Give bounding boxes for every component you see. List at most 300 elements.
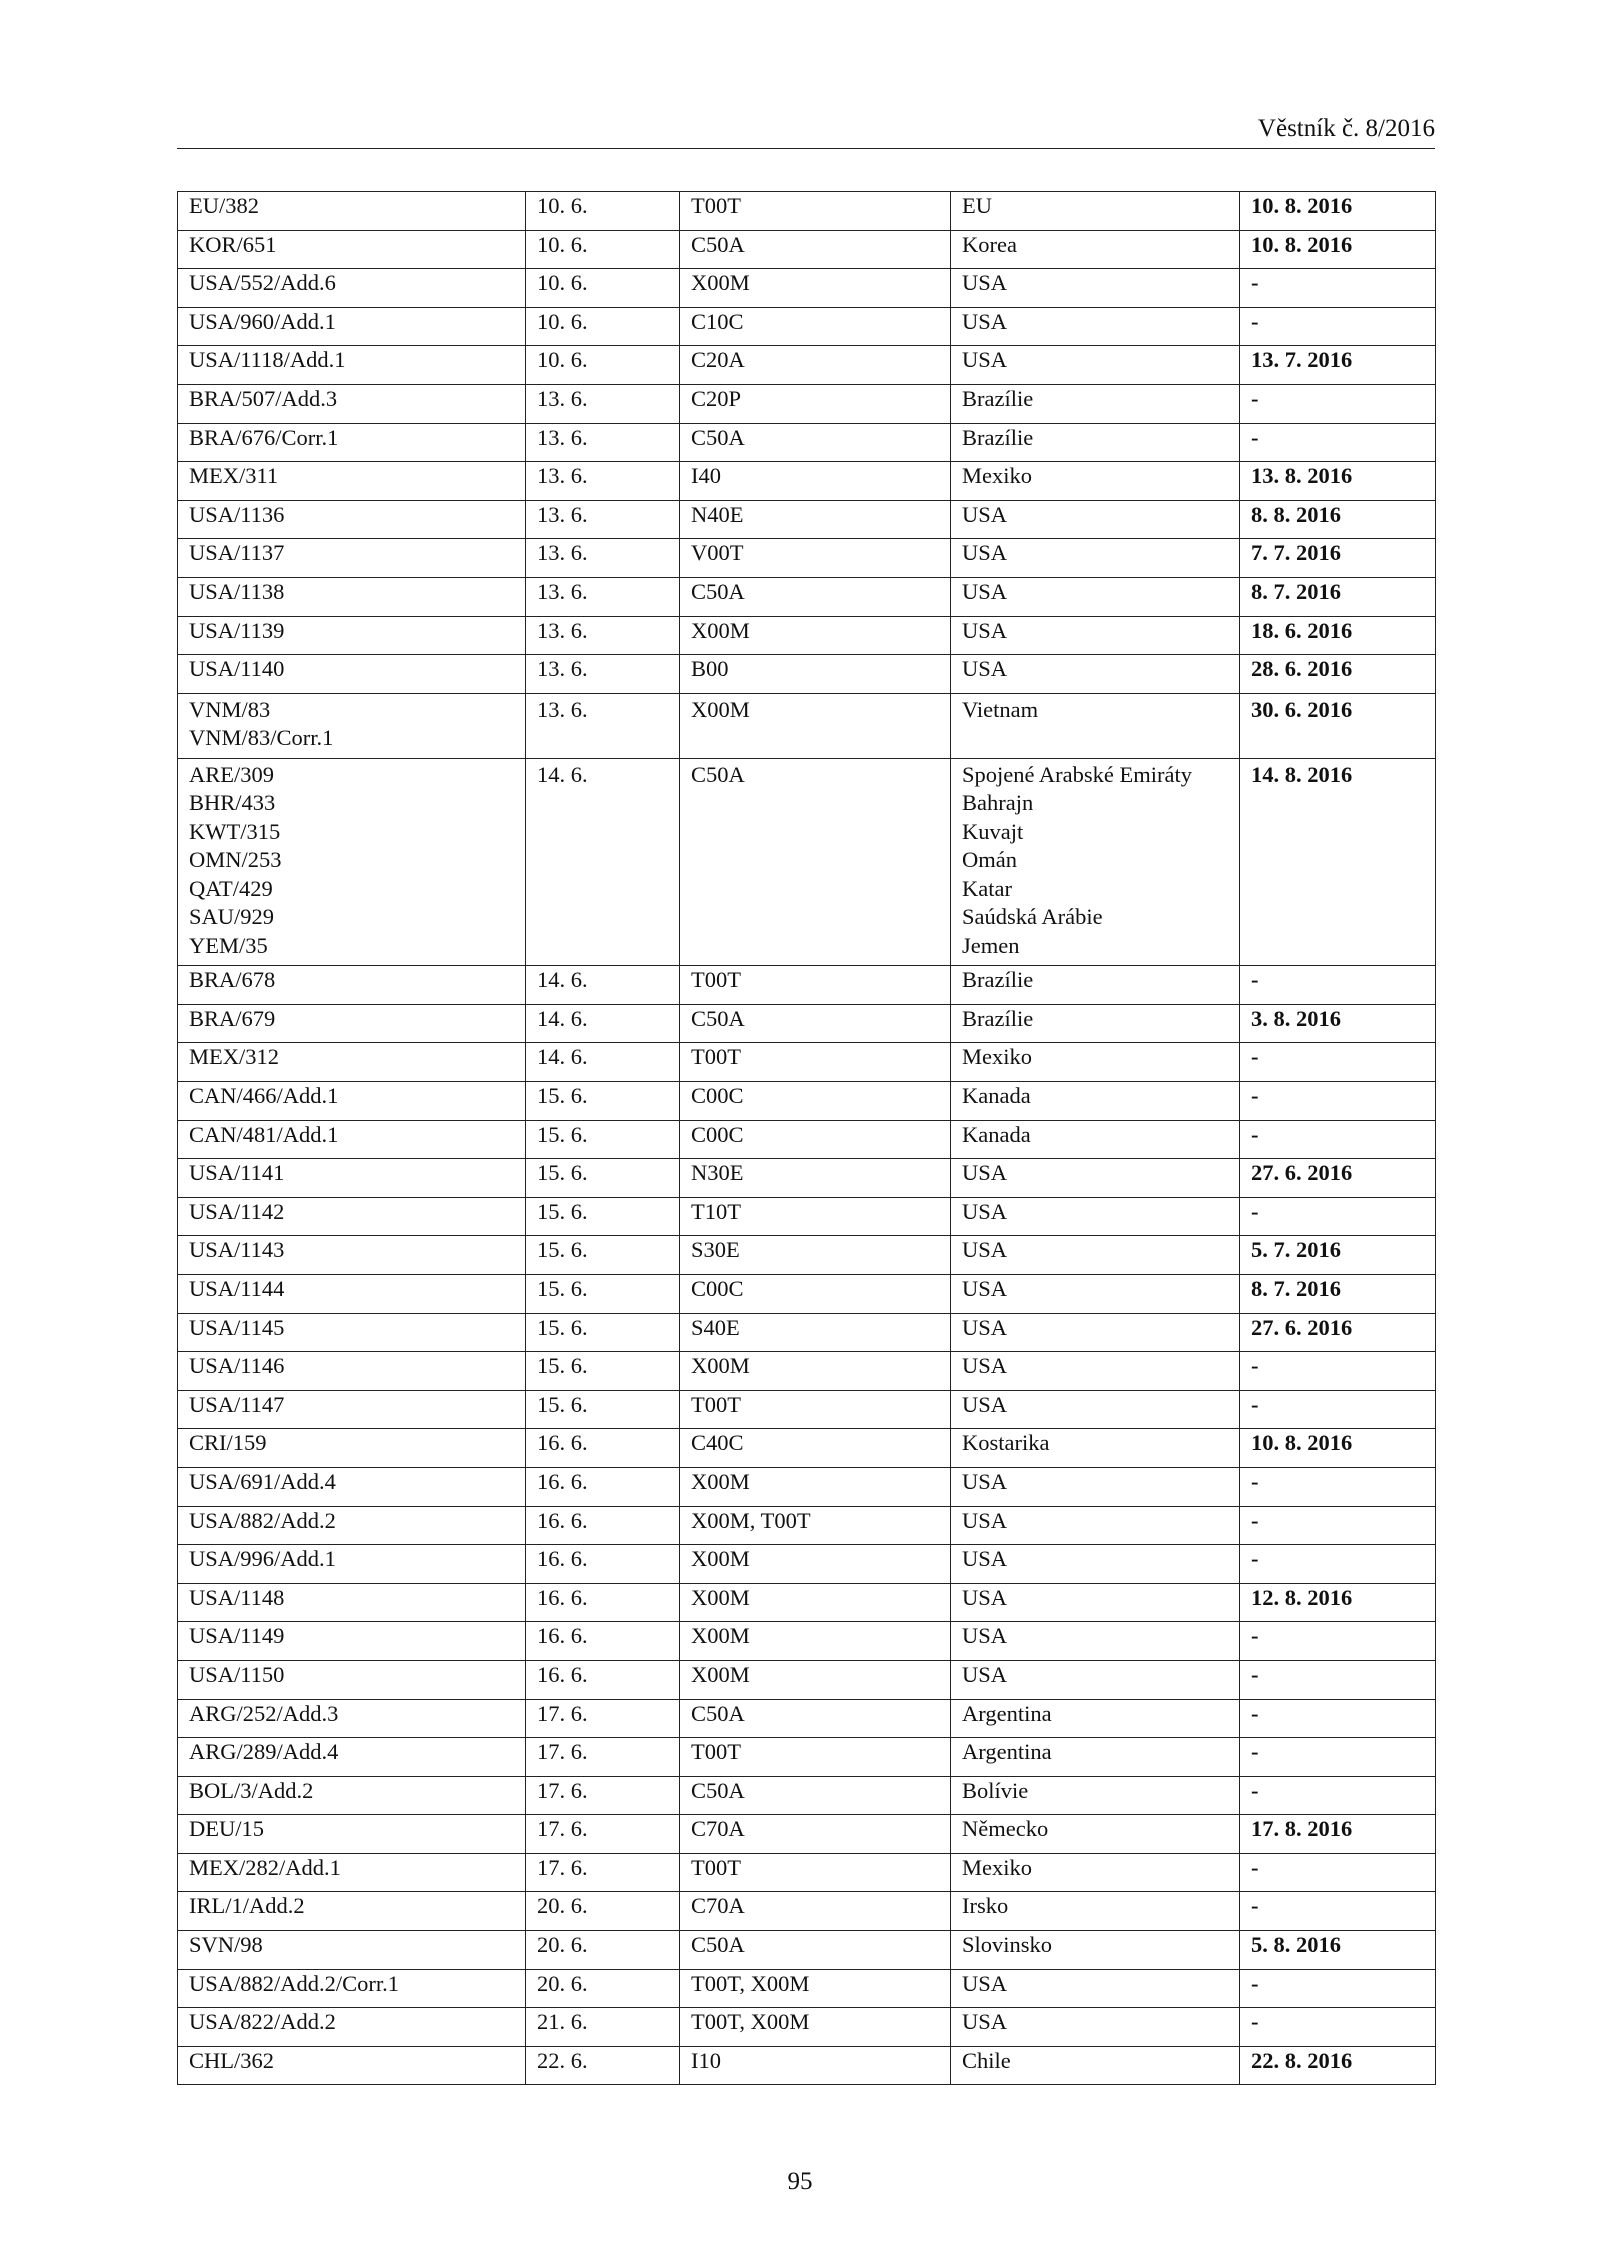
table-row bbox=[178, 192, 1436, 231]
table-row bbox=[178, 346, 1436, 385]
category-cell: T00T bbox=[680, 1390, 951, 1429]
code-cell-line: USA/960/Add.1 bbox=[189, 308, 336, 334]
country-cell bbox=[951, 1197, 1240, 1236]
deadline-cell: - bbox=[1240, 1120, 1436, 1159]
code-cell-line: SVN/98 bbox=[189, 1932, 263, 1958]
category-cell: T10T bbox=[680, 1197, 951, 1236]
code-cell-line: CRI/159 bbox=[189, 1430, 267, 1456]
date-cell: 15. 6. bbox=[526, 1274, 680, 1313]
code-cell-line: IRL/1/Add.2 bbox=[189, 1893, 305, 1919]
date-cell: 10. 6. bbox=[526, 307, 680, 346]
table-row bbox=[178, 384, 1436, 423]
country-cell bbox=[951, 2008, 1240, 2047]
date-cell: 15. 6. bbox=[526, 1236, 680, 1275]
country-cell bbox=[951, 1429, 1240, 1468]
category-cell: X00M bbox=[680, 1583, 951, 1622]
country-cell bbox=[951, 462, 1240, 501]
code-cell bbox=[178, 1660, 526, 1699]
date-cell: 13. 6. bbox=[526, 539, 680, 578]
code-cell bbox=[178, 1815, 526, 1854]
deadline-cell: - bbox=[1240, 384, 1436, 423]
category-cell: S40E bbox=[680, 1313, 951, 1352]
page-header bbox=[177, 112, 1435, 149]
deadline-cell: - bbox=[1240, 1699, 1436, 1738]
country-cell bbox=[951, 539, 1240, 578]
table-row bbox=[178, 2008, 1436, 2047]
deadline-cell: - bbox=[1240, 1197, 1436, 1236]
deadline-cell: - bbox=[1240, 423, 1436, 462]
country-cell bbox=[951, 1159, 1240, 1198]
table-row bbox=[178, 1274, 1436, 1313]
country-cell-line: Brazílie bbox=[962, 385, 1034, 411]
country-cell-line: USA bbox=[962, 656, 1008, 682]
country-cell bbox=[951, 758, 1240, 966]
code-cell bbox=[178, 269, 526, 308]
date-cell: 16. 6. bbox=[526, 1660, 680, 1699]
deadline-cell: 5. 7. 2016 bbox=[1240, 1236, 1436, 1275]
date-cell: 13. 6. bbox=[526, 655, 680, 694]
deadline-cell: - bbox=[1240, 1853, 1436, 1892]
table-row bbox=[178, 1467, 1436, 1506]
deadline-cell: - bbox=[1240, 307, 1436, 346]
deadline-cell: 7. 7. 2016 bbox=[1240, 539, 1436, 578]
code-cell bbox=[178, 307, 526, 346]
country-cell-line: Spojené Arabské Emiráty bbox=[962, 761, 1192, 787]
category-cell: C50A bbox=[680, 230, 951, 269]
code-cell-line: BRA/679 bbox=[189, 1005, 276, 1031]
date-cell: 16. 6. bbox=[526, 1545, 680, 1584]
code-cell bbox=[178, 192, 526, 231]
date-cell: 15. 6. bbox=[526, 1390, 680, 1429]
code-cell-line: USA/882/Add.2 bbox=[189, 1507, 336, 1533]
code-cell bbox=[178, 1120, 526, 1159]
code-cell bbox=[178, 539, 526, 578]
country-cell bbox=[951, 384, 1240, 423]
country-cell bbox=[951, 1660, 1240, 1699]
date-cell: 13. 6. bbox=[526, 500, 680, 539]
country-cell bbox=[951, 1274, 1240, 1313]
date-cell: 17. 6. bbox=[526, 1738, 680, 1777]
country-cell-line: USA bbox=[962, 1970, 1008, 1996]
country-cell bbox=[951, 1931, 1240, 1970]
date-cell: 10. 6. bbox=[526, 192, 680, 231]
table-row bbox=[178, 616, 1436, 655]
code-cell-line: VNM/83 bbox=[189, 696, 271, 722]
table-row bbox=[178, 1583, 1436, 1622]
code-cell bbox=[178, 1931, 526, 1970]
date-cell: 13. 6. bbox=[526, 462, 680, 501]
table-row bbox=[178, 577, 1436, 616]
code-cell-line: USA/691/Add.4 bbox=[189, 1468, 336, 1494]
table-row bbox=[178, 1120, 1436, 1159]
table-row bbox=[178, 1815, 1436, 1854]
code-cell-line: USA/1142 bbox=[189, 1198, 285, 1224]
country-cell-line: Slovinsko bbox=[962, 1932, 1053, 1958]
code-cell bbox=[178, 1738, 526, 1777]
country-cell-line: USA bbox=[962, 1160, 1008, 1186]
category-cell: C50A bbox=[680, 758, 951, 966]
code-cell bbox=[178, 1467, 526, 1506]
table-row bbox=[178, 1931, 1436, 1970]
code-cell bbox=[178, 1583, 526, 1622]
country-cell bbox=[951, 346, 1240, 385]
deadline-cell: 22. 8. 2016 bbox=[1240, 2046, 1436, 2085]
country-cell bbox=[951, 307, 1240, 346]
table-row bbox=[178, 1699, 1436, 1738]
date-cell: 14. 6. bbox=[526, 1043, 680, 1082]
code-cell bbox=[178, 1892, 526, 1931]
code-cell bbox=[178, 616, 526, 655]
code-cell-line: KOR/651 bbox=[189, 231, 277, 257]
date-cell: 15. 6. bbox=[526, 1082, 680, 1121]
code-cell-line: USA/1118/Add.1 bbox=[189, 347, 346, 373]
deadline-cell: 3. 8. 2016 bbox=[1240, 1004, 1436, 1043]
table-row bbox=[178, 966, 1436, 1005]
table-row bbox=[178, 1622, 1436, 1661]
category-cell: N40E bbox=[680, 500, 951, 539]
code-cell-line: USA/1148 bbox=[189, 1584, 285, 1610]
country-cell bbox=[951, 269, 1240, 308]
country-cell bbox=[951, 1043, 1240, 1082]
category-cell: X00M bbox=[680, 1352, 951, 1391]
code-cell bbox=[178, 693, 526, 758]
code-cell-line: EU/382 bbox=[189, 193, 259, 218]
code-cell-line: USA/1149 bbox=[189, 1623, 285, 1649]
table-row bbox=[178, 1352, 1436, 1391]
country-cell-line: Brazílie bbox=[962, 424, 1034, 450]
country-cell-line: Jemen bbox=[962, 932, 1020, 958]
country-cell-line: Kostarika bbox=[962, 1430, 1050, 1456]
country-cell-line: USA bbox=[962, 1314, 1008, 1340]
country-cell-line: USA bbox=[962, 501, 1008, 527]
category-cell: X00M bbox=[680, 1545, 951, 1584]
country-cell-line: Bahrajn bbox=[962, 790, 1034, 816]
code-cell bbox=[178, 1969, 526, 2008]
deadline-cell: 13. 8. 2016 bbox=[1240, 462, 1436, 501]
deadline-cell: - bbox=[1240, 1545, 1436, 1584]
code-cell bbox=[178, 1390, 526, 1429]
deadline-cell: - bbox=[1240, 1622, 1436, 1661]
table-row bbox=[178, 1159, 1436, 1198]
table-row bbox=[178, 500, 1436, 539]
country-cell-line: USA bbox=[962, 1468, 1008, 1494]
country-cell-line: Bolívie bbox=[962, 1777, 1029, 1803]
deadline-cell: 17. 8. 2016 bbox=[1240, 1815, 1436, 1854]
country-cell-line: Argentina bbox=[962, 1739, 1052, 1765]
category-cell: T00T, X00M bbox=[680, 1969, 951, 2008]
country-cell bbox=[951, 577, 1240, 616]
category-cell: C00C bbox=[680, 1120, 951, 1159]
code-cell bbox=[178, 1622, 526, 1661]
table-row bbox=[178, 1390, 1436, 1429]
code-cell-line: MEX/311 bbox=[189, 463, 279, 489]
deadline-cell: 28. 6. 2016 bbox=[1240, 655, 1436, 694]
date-cell: 13. 6. bbox=[526, 577, 680, 616]
code-cell-line: YEM/35 bbox=[189, 932, 268, 958]
category-cell: C20A bbox=[680, 346, 951, 385]
country-cell bbox=[951, 693, 1240, 758]
table-row bbox=[178, 2046, 1436, 2085]
category-cell: X00M bbox=[680, 616, 951, 655]
deadline-cell: 13. 7. 2016 bbox=[1240, 346, 1436, 385]
category-cell: C70A bbox=[680, 1815, 951, 1854]
code-cell-line: USA/1150 bbox=[189, 1661, 285, 1687]
country-cell-line: USA bbox=[962, 1661, 1008, 1687]
table-row bbox=[178, 1236, 1436, 1275]
code-cell bbox=[178, 1236, 526, 1275]
category-cell: T00T, X00M bbox=[680, 2008, 951, 2047]
table-row bbox=[178, 1313, 1436, 1352]
category-cell: C50A bbox=[680, 423, 951, 462]
country-cell bbox=[951, 2046, 1240, 2085]
category-cell: X00M bbox=[680, 269, 951, 308]
code-cell-line: QAT/429 bbox=[189, 875, 273, 901]
country-cell bbox=[951, 1815, 1240, 1854]
country-cell-line: Mexiko bbox=[962, 1854, 1032, 1880]
deadline-cell: - bbox=[1240, 269, 1436, 308]
deadline-cell: 8. 8. 2016 bbox=[1240, 500, 1436, 539]
table-row bbox=[178, 1969, 1436, 2008]
code-cell bbox=[178, 1853, 526, 1892]
category-cell: C50A bbox=[680, 1699, 951, 1738]
country-cell-line: Omán bbox=[962, 847, 1017, 873]
deadline-cell: - bbox=[1240, 1660, 1436, 1699]
code-cell bbox=[178, 1159, 526, 1198]
code-cell bbox=[178, 1082, 526, 1121]
date-cell: 13. 6. bbox=[526, 423, 680, 462]
code-cell-line: USA/1145 bbox=[189, 1314, 285, 1340]
country-cell bbox=[951, 1969, 1240, 2008]
country-cell-line: USA bbox=[962, 1391, 1008, 1417]
table-row bbox=[178, 423, 1436, 462]
code-cell bbox=[178, 655, 526, 694]
table-row bbox=[178, 1545, 1436, 1584]
code-cell-line: CAN/481/Add.1 bbox=[189, 1121, 339, 1147]
code-cell bbox=[178, 1274, 526, 1313]
date-cell: 14. 6. bbox=[526, 758, 680, 966]
country-cell bbox=[951, 500, 1240, 539]
page-number: 95 bbox=[787, 2168, 813, 2195]
code-cell-line: USA/882/Add.2/Corr.1 bbox=[189, 1970, 400, 1996]
date-cell: 16. 6. bbox=[526, 1467, 680, 1506]
date-cell: 20. 6. bbox=[526, 1892, 680, 1931]
country-cell bbox=[951, 1506, 1240, 1545]
deadline-cell: - bbox=[1240, 1467, 1436, 1506]
category-cell: C70A bbox=[680, 1892, 951, 1931]
code-cell-line: USA/1137 bbox=[189, 540, 285, 566]
country-cell bbox=[951, 192, 1240, 231]
deadline-cell: - bbox=[1240, 1390, 1436, 1429]
date-cell: 16. 6. bbox=[526, 1583, 680, 1622]
date-cell: 14. 6. bbox=[526, 966, 680, 1005]
deadline-cell: - bbox=[1240, 966, 1436, 1005]
code-cell-line: USA/552/Add.6 bbox=[189, 270, 336, 296]
code-cell-line: USA/1146 bbox=[189, 1353, 285, 1379]
deadline-cell: - bbox=[1240, 1969, 1436, 2008]
country-cell-line: Mexiko bbox=[962, 1044, 1032, 1070]
code-cell bbox=[178, 346, 526, 385]
code-cell-line: USA/1138 bbox=[189, 578, 285, 604]
deadline-cell: 10. 8. 2016 bbox=[1240, 1429, 1436, 1468]
code-cell bbox=[178, 1506, 526, 1545]
country-cell-line: Kanada bbox=[962, 1121, 1031, 1147]
country-cell bbox=[951, 616, 1240, 655]
category-cell: C00C bbox=[680, 1082, 951, 1121]
country-cell bbox=[951, 1004, 1240, 1043]
category-cell: C50A bbox=[680, 1931, 951, 1970]
deadline-cell: 27. 6. 2016 bbox=[1240, 1313, 1436, 1352]
code-cell-line: USA/1147 bbox=[189, 1391, 285, 1417]
country-cell-line: USA bbox=[962, 308, 1008, 334]
category-cell: N30E bbox=[680, 1159, 951, 1198]
table-row bbox=[178, 1506, 1436, 1545]
country-cell-line: Mexiko bbox=[962, 463, 1032, 489]
country-cell bbox=[951, 1313, 1240, 1352]
date-cell: 16. 6. bbox=[526, 1429, 680, 1468]
code-cell bbox=[178, 230, 526, 269]
country-cell bbox=[951, 1583, 1240, 1622]
category-cell: X00M bbox=[680, 1660, 951, 1699]
category-cell: I40 bbox=[680, 462, 951, 501]
code-cell bbox=[178, 1197, 526, 1236]
category-cell: C50A bbox=[680, 577, 951, 616]
table-row bbox=[178, 1004, 1436, 1043]
deadline-cell: 12. 8. 2016 bbox=[1240, 1583, 1436, 1622]
deadline-cell: 10. 8. 2016 bbox=[1240, 230, 1436, 269]
code-cell-line: USA/1140 bbox=[189, 656, 285, 682]
country-cell bbox=[951, 655, 1240, 694]
country-cell-line: Německo bbox=[962, 1816, 1049, 1842]
deadline-cell: - bbox=[1240, 1892, 1436, 1931]
table-row bbox=[178, 1853, 1436, 1892]
country-cell-line: USA bbox=[962, 1275, 1008, 1301]
deadline-cell: 30. 6. 2016 bbox=[1240, 693, 1436, 758]
table-row bbox=[178, 1738, 1436, 1777]
deadline-cell: 18. 6. 2016 bbox=[1240, 616, 1436, 655]
country-cell-line: Chile bbox=[962, 2047, 1011, 2073]
date-cell: 17. 6. bbox=[526, 1853, 680, 1892]
category-cell: X00M bbox=[680, 1622, 951, 1661]
code-cell-line: DEU/15 bbox=[189, 1816, 264, 1842]
code-cell bbox=[178, 384, 526, 423]
country-cell-line: Irsko bbox=[962, 1893, 1009, 1919]
table-row bbox=[178, 758, 1436, 966]
code-cell-line: VNM/83/Corr.1 bbox=[189, 725, 334, 751]
country-cell bbox=[951, 1776, 1240, 1815]
deadline-cell: - bbox=[1240, 1043, 1436, 1082]
country-cell bbox=[951, 1545, 1240, 1584]
code-cell-line: ARG/252/Add.3 bbox=[189, 1700, 339, 1726]
country-cell bbox=[951, 1120, 1240, 1159]
code-cell-line: BRA/507/Add.3 bbox=[189, 385, 338, 411]
code-cell bbox=[178, 500, 526, 539]
country-cell-line: Vietnam bbox=[962, 696, 1039, 722]
code-cell-line: USA/1139 bbox=[189, 617, 285, 643]
bulletin-title: Věstník č. 8/2016 bbox=[1257, 115, 1435, 142]
date-cell: 10. 6. bbox=[526, 230, 680, 269]
date-cell: 17. 6. bbox=[526, 1815, 680, 1854]
deadline-cell: - bbox=[1240, 1082, 1436, 1121]
date-cell: 20. 6. bbox=[526, 1969, 680, 2008]
date-cell: 14. 6. bbox=[526, 1004, 680, 1043]
country-cell bbox=[951, 423, 1240, 462]
code-cell-line: BRA/676/Corr.1 bbox=[189, 424, 339, 450]
code-cell-line: ARE/309 bbox=[189, 761, 275, 787]
country-cell-line: USA bbox=[962, 1507, 1008, 1533]
code-cell bbox=[178, 577, 526, 616]
country-cell-line: USA bbox=[962, 1623, 1008, 1649]
country-cell bbox=[951, 1236, 1240, 1275]
country-cell bbox=[951, 230, 1240, 269]
code-cell bbox=[178, 1699, 526, 1738]
code-cell-line: USA/996/Add.1 bbox=[189, 1546, 336, 1572]
country-cell bbox=[951, 1622, 1240, 1661]
country-cell-line: USA bbox=[962, 1353, 1008, 1379]
code-cell-line: USA/1144 bbox=[189, 1275, 285, 1301]
category-cell: V00T bbox=[680, 539, 951, 578]
date-cell: 17. 6. bbox=[526, 1699, 680, 1738]
country-cell-line: Argentina bbox=[962, 1700, 1052, 1726]
table-row bbox=[178, 1429, 1436, 1468]
country-cell-line: Kanada bbox=[962, 1083, 1031, 1108]
deadline-cell: - bbox=[1240, 1506, 1436, 1545]
country-cell-line: USA bbox=[962, 270, 1008, 296]
country-cell-line: Saúdská Arábie bbox=[962, 904, 1103, 930]
country-cell-line: Kuvajt bbox=[962, 818, 1024, 844]
table-row bbox=[178, 539, 1436, 578]
date-cell: 15. 6. bbox=[526, 1159, 680, 1198]
country-cell-line: EU bbox=[962, 193, 992, 218]
category-cell: C50A bbox=[680, 1004, 951, 1043]
code-cell-line: BOL/3/Add.2 bbox=[189, 1777, 314, 1803]
category-cell: T00T bbox=[680, 192, 951, 231]
code-cell bbox=[178, 1545, 526, 1584]
date-cell: 13. 6. bbox=[526, 384, 680, 423]
date-cell: 17. 6. bbox=[526, 1776, 680, 1815]
code-cell bbox=[178, 1429, 526, 1468]
code-cell bbox=[178, 2008, 526, 2047]
date-cell: 13. 6. bbox=[526, 616, 680, 655]
country-cell-line: USA bbox=[962, 1237, 1008, 1263]
table-row bbox=[178, 1660, 1436, 1699]
country-cell bbox=[951, 1738, 1240, 1777]
country-cell bbox=[951, 1892, 1240, 1931]
country-cell-line: Brazílie bbox=[962, 967, 1034, 993]
date-cell: 13. 6. bbox=[526, 693, 680, 758]
deadline-cell: - bbox=[1240, 1352, 1436, 1391]
category-cell: X00M bbox=[680, 693, 951, 758]
country-cell bbox=[951, 1699, 1240, 1738]
code-cell bbox=[178, 758, 526, 966]
table-row bbox=[178, 1043, 1436, 1082]
deadline-cell: 8. 7. 2016 bbox=[1240, 577, 1436, 616]
deadline-cell: - bbox=[1240, 1738, 1436, 1777]
country-cell-line: USA bbox=[962, 2009, 1008, 2035]
category-cell: C50A bbox=[680, 1776, 951, 1815]
category-cell: T00T bbox=[680, 966, 951, 1005]
table-row bbox=[178, 462, 1436, 501]
table-row bbox=[178, 1082, 1436, 1121]
deadline-cell: 8. 7. 2016 bbox=[1240, 1274, 1436, 1313]
country-cell bbox=[951, 1082, 1240, 1121]
table-row bbox=[178, 1776, 1436, 1815]
country-cell-line: Brazílie bbox=[962, 1005, 1034, 1031]
date-cell: 10. 6. bbox=[526, 269, 680, 308]
code-cell bbox=[178, 1004, 526, 1043]
code-cell-line: CHL/362 bbox=[189, 2047, 275, 2073]
table-row bbox=[178, 269, 1436, 308]
code-cell-line: ARG/289/Add.4 bbox=[189, 1739, 339, 1765]
